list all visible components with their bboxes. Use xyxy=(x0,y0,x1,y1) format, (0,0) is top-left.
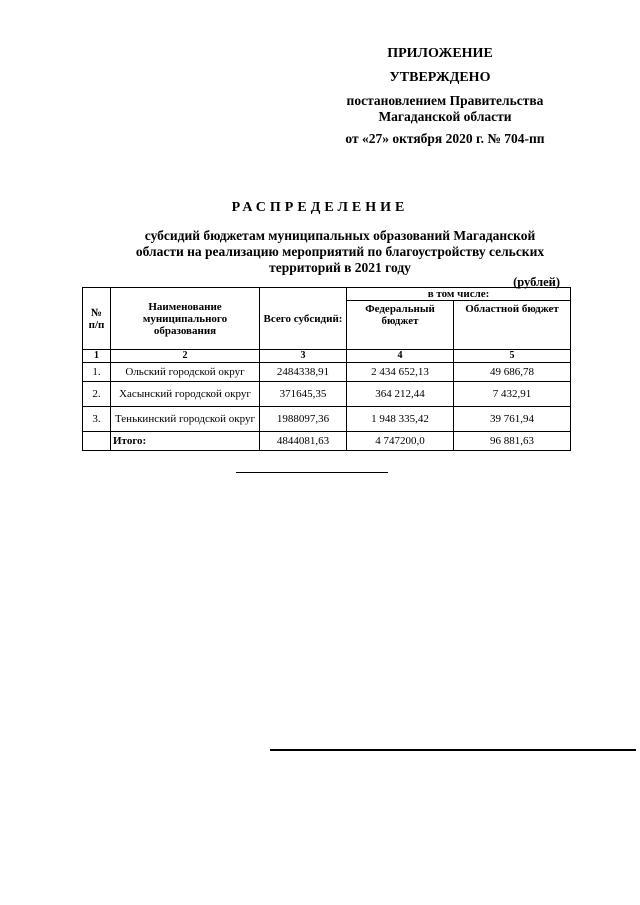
row-name: Тенькинский городской округ xyxy=(111,407,260,432)
col-number: 4 xyxy=(347,350,454,363)
subtitle-line-2: области на реализацию мероприятий по благоустройству сельских xyxy=(135,244,545,259)
total-regional: 96 881,63 xyxy=(454,432,571,451)
row-regional: 49 686,78 xyxy=(454,363,571,382)
row-federal: 1 948 335,42 xyxy=(347,407,454,432)
decree-line-1: постановлением Правительства xyxy=(346,93,544,108)
row-regional: 39 761,94 xyxy=(454,407,571,432)
row-total: 2484338,91 xyxy=(260,363,347,382)
col-number: 3 xyxy=(260,350,347,363)
decree-date: от «27» октября 2020 г. № 704-пп xyxy=(345,131,545,146)
row-total: 1988097,36 xyxy=(260,407,347,432)
table-row xyxy=(83,363,571,382)
total-federal: 4 747200,0 xyxy=(347,432,454,451)
table-row xyxy=(83,382,571,407)
row-total: 371645,35 xyxy=(260,382,347,407)
row-name: Ольский городской округ xyxy=(111,363,260,382)
header-total: Всего субсидий: xyxy=(260,288,347,350)
row-federal: 2 434 652,13 xyxy=(347,363,454,382)
row-federal: 364 212,44 xyxy=(347,382,454,407)
total-num xyxy=(83,432,111,451)
row-num: 3. xyxy=(83,407,111,432)
row-name: Хасынский городской округ xyxy=(111,382,260,407)
row-num: 1. xyxy=(83,363,111,382)
subsidy-table xyxy=(82,287,571,451)
table-row xyxy=(83,407,571,432)
row-num: 2. xyxy=(83,382,111,407)
row-regional: 7 432,91 xyxy=(454,382,571,407)
decree-line-2: Магаданской области xyxy=(378,109,512,124)
closing-rule xyxy=(236,472,388,473)
header-including: в том числе: xyxy=(347,288,571,301)
header-federal: Федеральный бюджет xyxy=(347,301,454,350)
total-total: 4844081,63 xyxy=(260,432,347,451)
header-num: № п/п xyxy=(83,288,111,350)
document-subtitle xyxy=(90,228,590,276)
total-row xyxy=(83,432,571,451)
col-number: 5 xyxy=(454,350,571,363)
header-name: Наименование муниципального образования xyxy=(111,288,260,350)
appendix-label: ПРИЛОЖЕНИЕ xyxy=(387,46,493,61)
header-regional: Областной бюджет xyxy=(454,301,571,350)
col-number: 1 xyxy=(83,350,111,363)
scan-edge-line xyxy=(270,749,636,751)
total-label: Итого: xyxy=(111,432,260,451)
col-number: 2 xyxy=(111,350,260,363)
subtitle-line-3: территорий в 2021 году xyxy=(269,260,411,275)
header-row-1 xyxy=(83,288,571,301)
subtitle-line-1: субсидий бюджетам муниципальных образований Магаданской xyxy=(144,228,536,243)
decree-reference xyxy=(300,93,590,125)
units-label: (рублей) xyxy=(513,275,560,289)
column-number-row xyxy=(83,350,571,363)
approved-label: УТВЕРЖДЕНО xyxy=(389,70,491,85)
document-title: РАСПРЕДЕЛЕНИЕ xyxy=(231,200,409,215)
